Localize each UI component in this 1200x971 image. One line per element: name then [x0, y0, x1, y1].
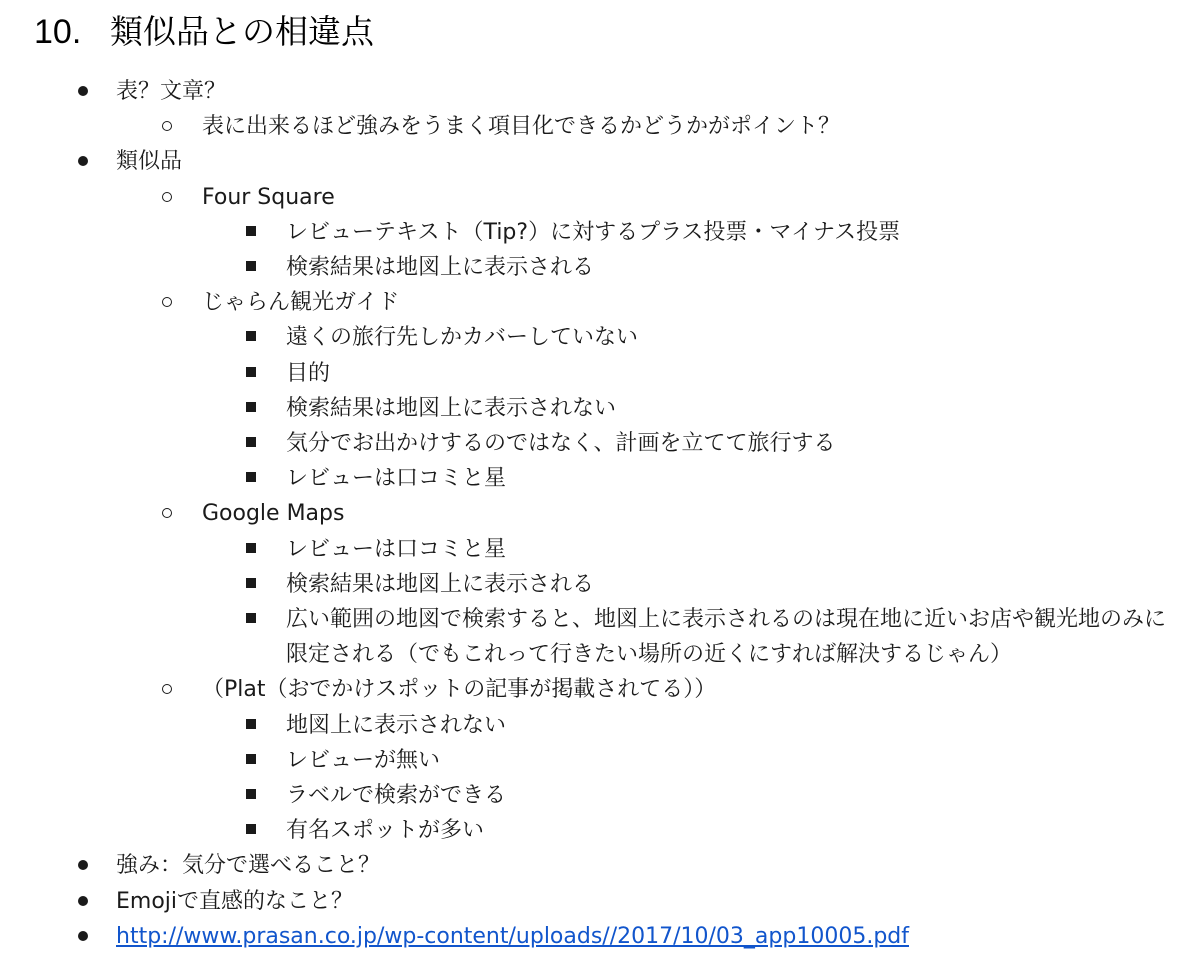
list-item-text: レビューは口コミと星	[286, 466, 507, 492]
sub-sub-list	[202, 708, 1200, 849]
list-item-text: レビューが無い	[286, 747, 441, 773]
square-bullet-icon	[246, 391, 256, 426]
bullet-list	[0, 74, 1200, 954]
list-item-text: 有名スポットが多い	[286, 818, 485, 844]
list-item	[0, 848, 1200, 883]
section-heading	[34, 6, 374, 58]
list-item-text: 表？文章？	[116, 79, 227, 104]
list-item-text: Emojiで直感的なこと？	[116, 888, 354, 914]
square-bullet-icon	[246, 250, 256, 285]
list-item-four-square	[0, 180, 1200, 286]
square-bullet-icon	[246, 215, 256, 250]
list-item-text: 検索結果は地図上に表示されない	[286, 395, 617, 421]
square-bullet-icon	[246, 567, 256, 602]
list-item-text: 目的	[286, 360, 331, 386]
list-item	[0, 215, 1200, 250]
list-item	[0, 320, 1200, 355]
hollow-bullet-icon	[162, 496, 172, 531]
list-item-plat	[0, 672, 1200, 848]
list-item-text: Google Maps	[202, 501, 345, 527]
hollow-bullet-icon	[162, 672, 172, 707]
list-item	[0, 250, 1200, 285]
square-bullet-icon	[246, 743, 256, 778]
list-item-text: （Plat（おでかけスポットの記事が掲載されてる））	[202, 677, 717, 703]
square-bullet-icon	[246, 461, 256, 496]
list-item-text: 検索結果は地図上に表示される	[286, 571, 595, 597]
list-item	[0, 884, 1200, 919]
square-bullet-icon	[246, 532, 256, 567]
hollow-bullet-icon	[162, 180, 172, 215]
list-item-text: レビューは口コミと星	[286, 536, 507, 562]
sub-sub-list	[202, 215, 1200, 285]
list-item-text: 強み：気分で選べること？	[116, 853, 381, 879]
hollow-bullet-icon	[162, 109, 172, 144]
list-item	[0, 602, 1200, 672]
square-bullet-icon	[246, 813, 256, 848]
list-item-text: 遠くの旅行先しかカバーしていない	[286, 325, 639, 351]
list-item	[0, 109, 1200, 144]
list-item-text: ラベルで検索ができる	[286, 783, 507, 809]
list-item-text: 地図上に表示されない	[286, 712, 507, 738]
list-item	[0, 144, 1200, 848]
sub-sub-list	[202, 532, 1200, 673]
list-item	[0, 919, 1200, 954]
filled-bullet-icon	[78, 74, 88, 109]
sub-sub-list	[202, 320, 1200, 496]
list-item	[0, 743, 1200, 778]
filled-bullet-icon	[78, 884, 88, 919]
list-item	[0, 426, 1200, 461]
list-item-text: 検索結果は地図上に表示される	[286, 255, 595, 281]
filled-bullet-icon	[78, 144, 88, 179]
filled-bullet-icon	[78, 848, 88, 883]
list-item	[0, 391, 1200, 426]
square-bullet-icon	[246, 426, 256, 461]
list-item	[0, 532, 1200, 567]
square-bullet-icon	[246, 778, 256, 813]
section-title: 類似品との相違点	[110, 12, 374, 51]
list-item	[0, 461, 1200, 496]
list-item-text: レビューテキスト（Tip?）に対するプラス投票・マイナス投票	[286, 219, 901, 245]
list-item	[0, 74, 1200, 144]
list-item-text: Four Square	[202, 184, 335, 210]
sub-list	[116, 180, 1200, 849]
list-item-text: 表に出来るほど強みをうまく項目化できるかどうかがポイント？	[202, 114, 841, 140]
list-item	[0, 708, 1200, 743]
list-item-google-maps	[0, 496, 1200, 672]
pdf-link[interactable]: http://www.prasan.co.jp/wp-content/uploads//2017/10/03_app10005.pdf	[116, 923, 909, 949]
list-item	[0, 567, 1200, 602]
filled-bullet-icon	[78, 919, 88, 954]
square-bullet-icon	[246, 356, 256, 391]
list-item	[0, 813, 1200, 848]
list-item-jalan	[0, 285, 1200, 496]
section-number: 10.	[34, 13, 82, 51]
list-item-text: じゃらん観光ガイド	[202, 290, 400, 316]
list-item	[0, 356, 1200, 391]
hollow-bullet-icon	[162, 285, 172, 320]
list-item-text: 広い範囲の地図で検索すると、地図上に表示されるのは現在地に近いお店や観光地のみに限定される（でもこれって行きたい場所の近くにすれば解決するじゃん）	[286, 607, 1167, 668]
sub-list	[116, 109, 1200, 144]
square-bullet-icon	[246, 602, 256, 637]
list-item-text: 類似品	[116, 149, 183, 175]
square-bullet-icon	[246, 708, 256, 743]
list-item	[0, 778, 1200, 813]
square-bullet-icon	[246, 320, 256, 355]
list-item-text: 気分でお出かけするのではなく、計画を立てて旅行する	[286, 431, 836, 457]
